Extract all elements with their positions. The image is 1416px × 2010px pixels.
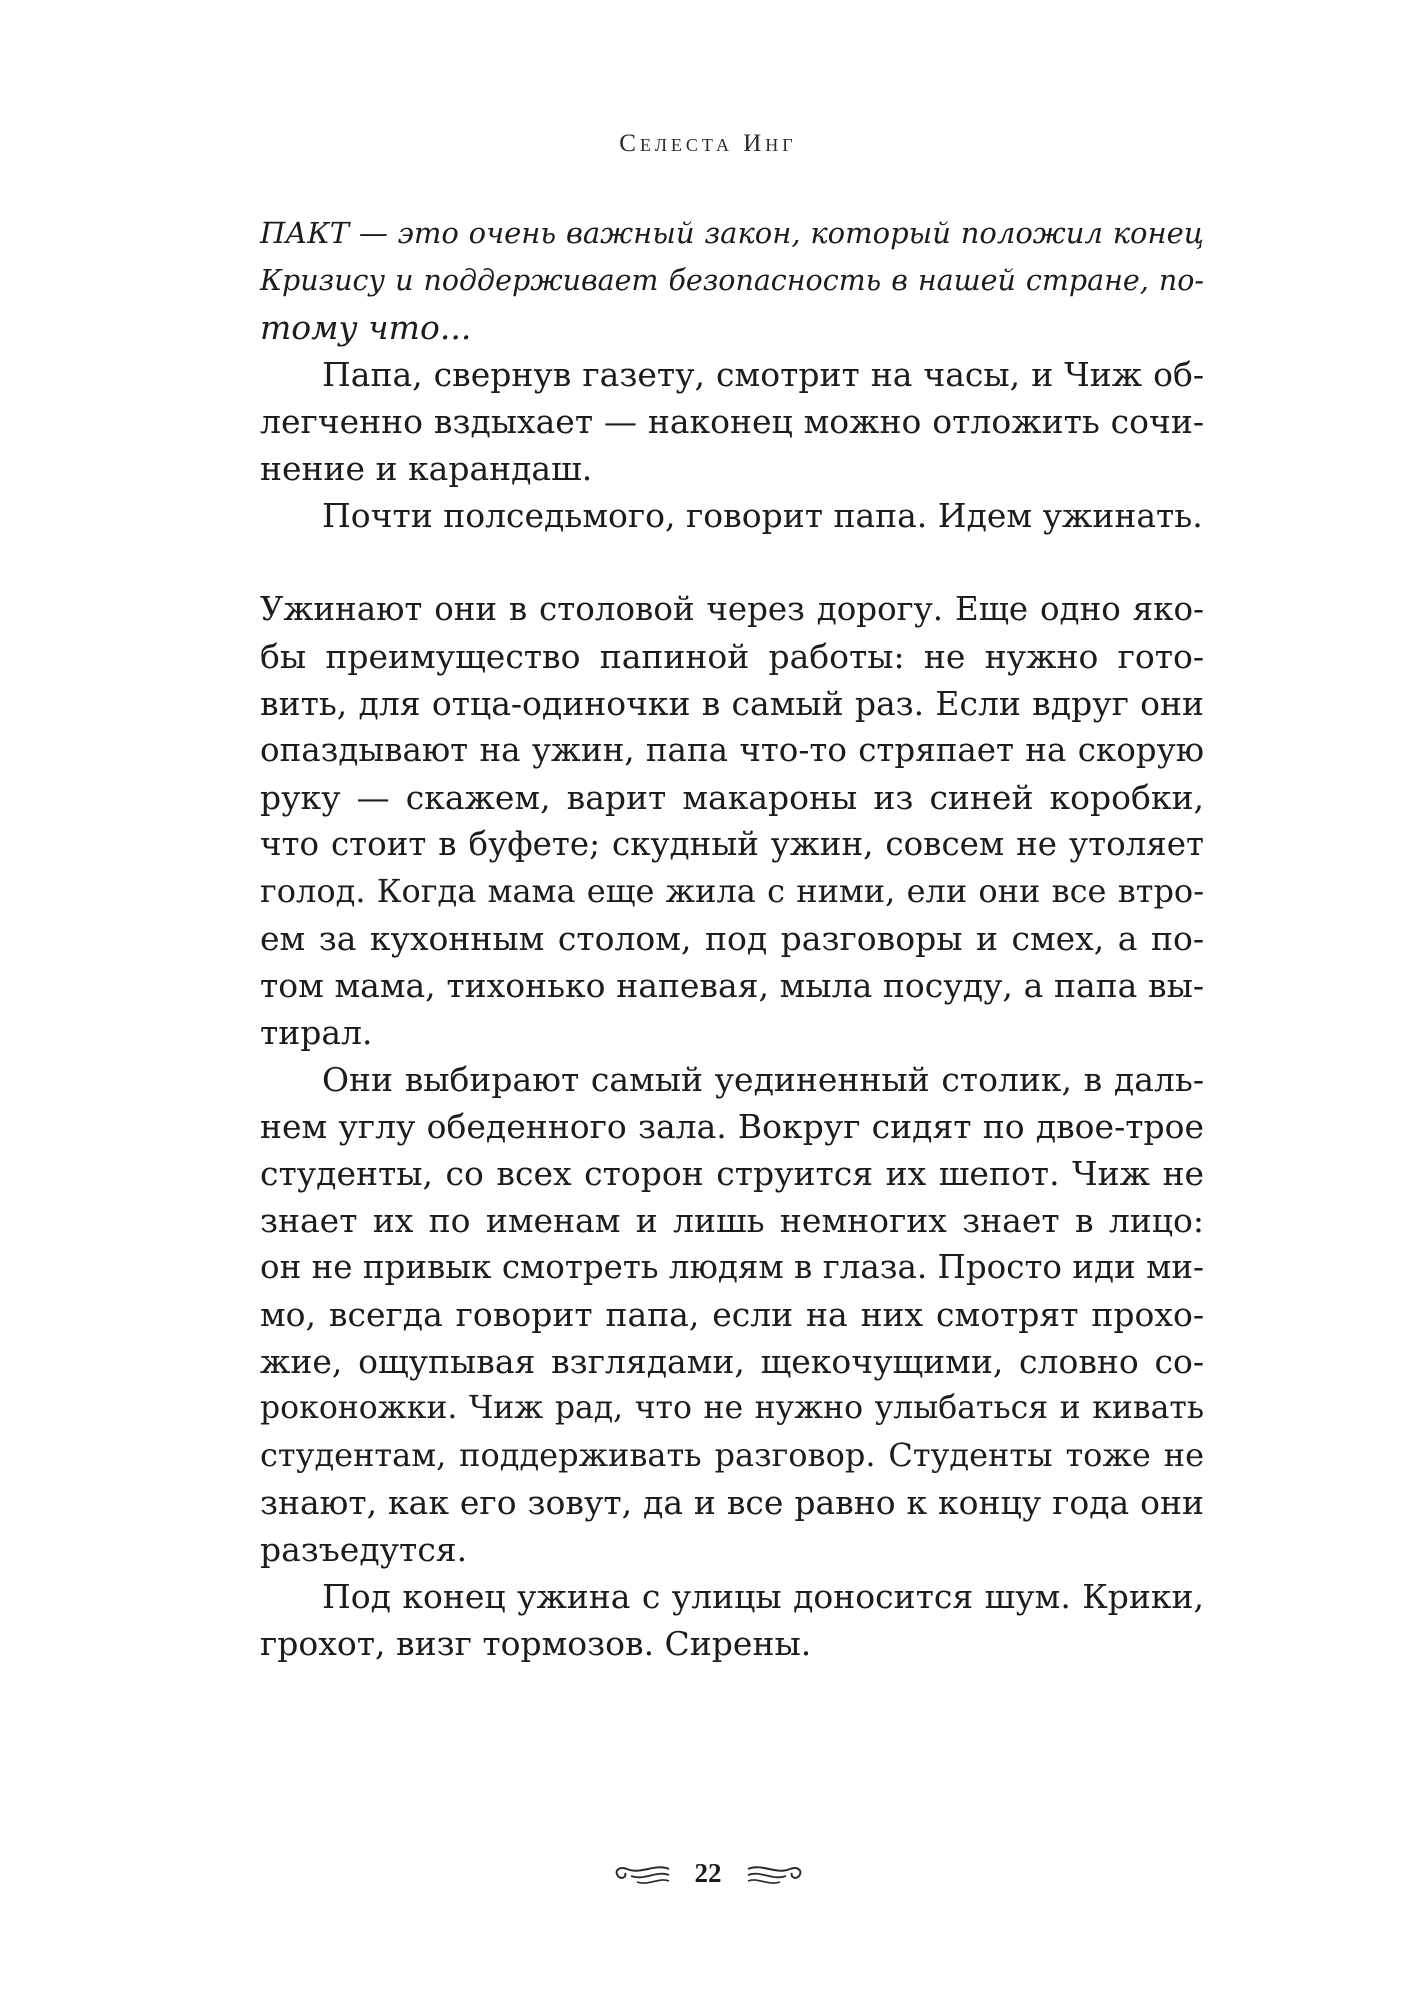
text-line: голод. Когда мама еще жила с ними, ели они все втро- bbox=[260, 872, 1204, 910]
text-line: знают, как его зовут, да и все равно к концу года они bbox=[260, 1483, 1204, 1522]
text-line: Ужинают они в столовой через дорогу. Еще одно яко- bbox=[260, 590, 1204, 628]
text-line: нем углу обеденного зала. Вокруг сидят по двое-трое bbox=[260, 1107, 1204, 1146]
text-line: опаздывают на ужин, папа что-то стряпает на скорую bbox=[260, 731, 1204, 769]
section-break bbox=[260, 539, 1204, 586]
flourish-right-icon bbox=[746, 1861, 806, 1887]
text-line: студенты, со всех сторон струится их шепот. Чиж не bbox=[260, 1154, 1204, 1193]
text-line: грохот, визг тормозов. Сирены. bbox=[260, 1624, 812, 1663]
text-line: роконожки. Чиж рад, что не нужно улыбаться и кивать bbox=[260, 1390, 1204, 1426]
text-line: жие, ощупывая взглядами, щекочущими, словно со- bbox=[260, 1342, 1204, 1381]
text-line: вить, для отца-одиночки в самый раз. Если вдруг они bbox=[260, 684, 1204, 723]
flourish-left-icon bbox=[611, 1861, 671, 1887]
page-footer bbox=[0, 1858, 1416, 1889]
text-line: ем за кухонным столом, под разговоры и смех, а по- bbox=[260, 919, 1204, 958]
text-line: Папа, свернув газету, смотрит на часы, и Чиж об- bbox=[322, 355, 1204, 394]
text-line: Они выбирают самый уединенный столик, в даль- bbox=[322, 1060, 1204, 1099]
text-line: он не привык смотреть людям в глаза. Просто иди ми- bbox=[260, 1248, 1204, 1286]
text-line: мо, всегда говорит папа, если на них смотрят прохо- bbox=[260, 1295, 1204, 1334]
text-line: знает их по именам и лишь немногих знает в лицо: bbox=[260, 1201, 1204, 1240]
running-head: Селеста Инг bbox=[619, 130, 797, 157]
text-line: тому что... bbox=[260, 308, 472, 347]
text-line: Почти полседьмого, говорит папа. Идем ужинать. bbox=[322, 496, 1203, 535]
text-line: руку — скажем, варит макароны из синей коробки, bbox=[260, 778, 1204, 817]
text-line: тирал. bbox=[260, 1013, 373, 1052]
text-line: нение и карандаш. bbox=[260, 449, 593, 488]
text-line: том мама, тихонько напевая, мыла посуду, а папа вы- bbox=[260, 966, 1204, 1005]
body-text bbox=[260, 210, 1204, 1667]
text-line: бы преимущество папиной работы: не нужно гото- bbox=[260, 637, 1204, 676]
text-line: Под конец ужина с улицы доносится шум. Крики, bbox=[322, 1577, 1204, 1616]
text-line: разъедутся. bbox=[260, 1530, 468, 1569]
page-number: 22 bbox=[694, 1858, 722, 1888]
text-line: что стоит в буфете; скудный ужин, совсем не утоляет bbox=[260, 825, 1204, 863]
text-line: Кризису и поддерживает безопасность в нашей стране, по- bbox=[260, 264, 1204, 297]
text-line: студентам, поддерживать разговор. Студенты тоже не bbox=[260, 1436, 1204, 1474]
text-line: ПАКТ — это очень важный закон, который положил конец bbox=[260, 216, 1204, 250]
text-line: легченно вздыхает — наконец можно отложить сочи- bbox=[260, 402, 1204, 441]
